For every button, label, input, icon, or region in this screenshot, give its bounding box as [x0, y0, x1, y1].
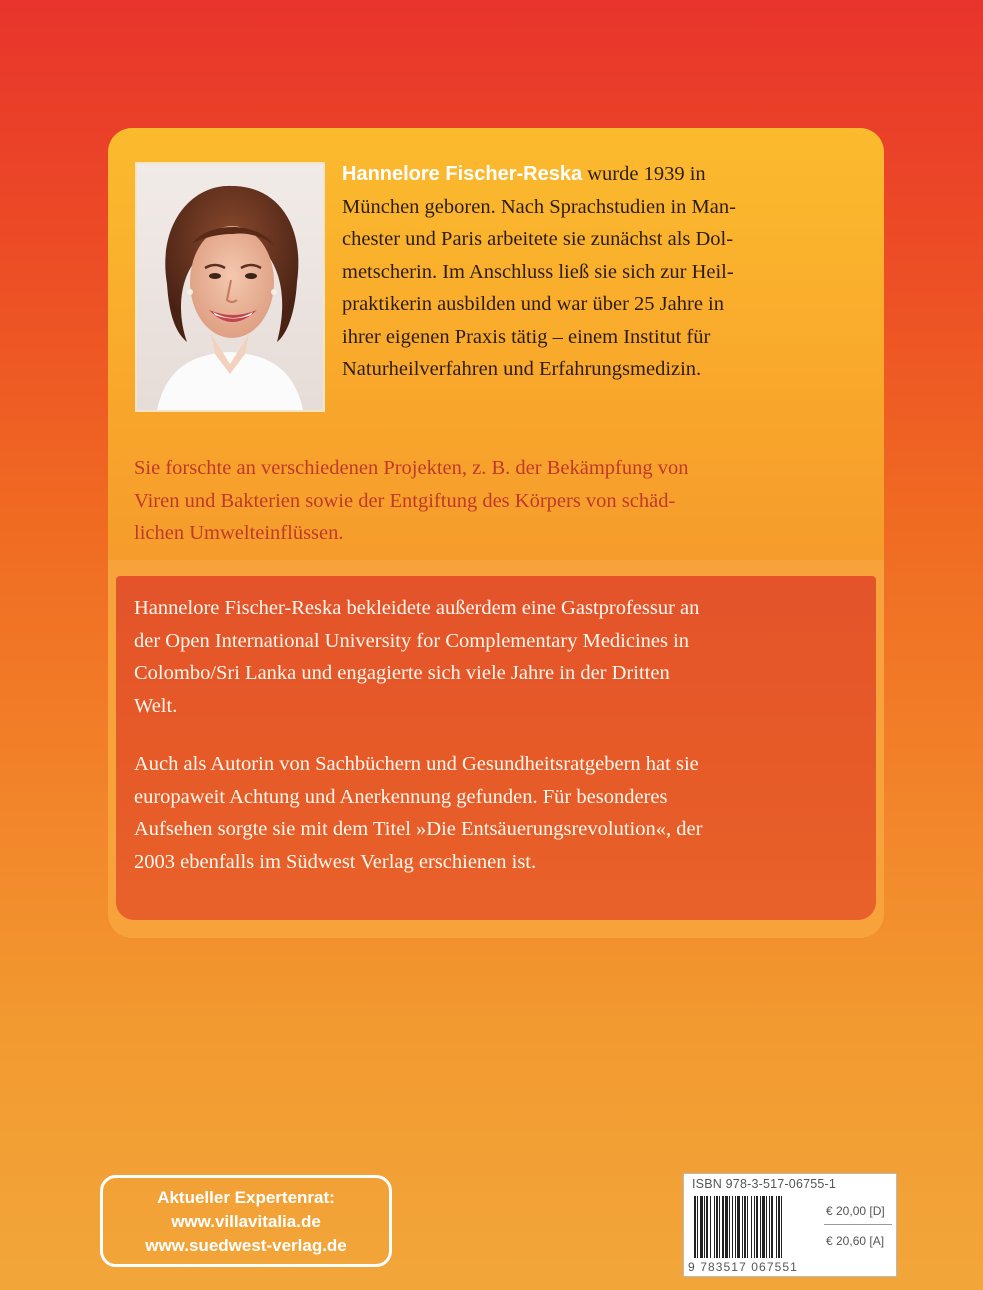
author-portrait-image	[137, 164, 323, 410]
prof-line-2: der Open International University for Complementary Medicines in	[134, 629, 690, 652]
price-germany: € 20,00 [D]	[826, 1204, 885, 1218]
bio-line-3: chester und Paris arbeitete sie zunächst als Dol-	[342, 228, 734, 250]
expert-advice-heading: Aktueller Expertenrat:	[157, 1188, 335, 1207]
research-line-2: Viren und Bakterien sowie der Entgiftung des Körpers von schäd-	[134, 489, 676, 512]
bio-line-1: wurde 1939 in	[582, 163, 706, 185]
research-line-1: Sie forschte an verschiedenen Projekten, z. B. der Bekämpfung von	[134, 457, 689, 479]
prof-line-4: Welt.	[134, 694, 178, 717]
isbn-number: ISBN 978-3-517-06755-1	[692, 1177, 837, 1191]
bio-line-2: München geboren. Nach Sprachstudien in Man-	[342, 195, 736, 218]
research-line-3: lichen Umwelteinflüssen.	[134, 522, 344, 544]
price-divider	[824, 1224, 892, 1225]
books-line-4: 2003 ebenfalls im Südwest Verlag erschienen ist.	[134, 850, 537, 873]
bio-line-7: Naturheilverfahren und Erfahrungsmedizin.	[342, 358, 702, 380]
bio-line-5: praktikerin ausbilden und war über 25 Jahre in	[342, 293, 724, 315]
prof-line-1: Hannelore Fischer-Reska bekleidete außerdem eine Gastprofessur an	[134, 597, 700, 619]
barcode-image	[692, 1196, 820, 1258]
website-link-suedwest[interactable]: www.suedwest-verlag.de	[145, 1236, 347, 1255]
professorship-paragraph	[134, 592, 870, 722]
prof-line-3: Colombo/Sri Lanka und engagierte sich viele Jahre in der Dritten	[134, 662, 670, 684]
author-bio	[342, 158, 868, 386]
expert-advice-box	[100, 1175, 392, 1267]
website-link-villavitalia[interactable]: www.villavitalia.de	[171, 1212, 321, 1231]
books-paragraph	[134, 748, 870, 878]
bio-line-6: ihrer eigenen Praxis tätig – einem Institut für	[342, 325, 711, 348]
author-name: Hannelore Fischer-Reska	[342, 163, 583, 185]
isbn-barcode-block	[683, 1173, 897, 1277]
research-paragraph	[134, 452, 866, 550]
bio-line-4: metscherin. Im Anschluss ließ sie sich zur Heil-	[342, 260, 734, 283]
books-line-3: Aufsehen sorgte sie mit dem Titel »Die Entsäuerungsrevolution«, der	[134, 818, 703, 840]
author-photo	[135, 162, 325, 412]
price-austria: € 20,60 [A]	[826, 1234, 885, 1248]
books-line-1: Auch als Autorin von Sachbüchern und Gesundheitsratgebern hat sie	[134, 753, 699, 775]
barcode-digits: 9 783517 067551	[688, 1260, 798, 1274]
books-line-2: europaweit Achtung und Anerkennung gefunden. Für besonderes	[134, 785, 668, 808]
